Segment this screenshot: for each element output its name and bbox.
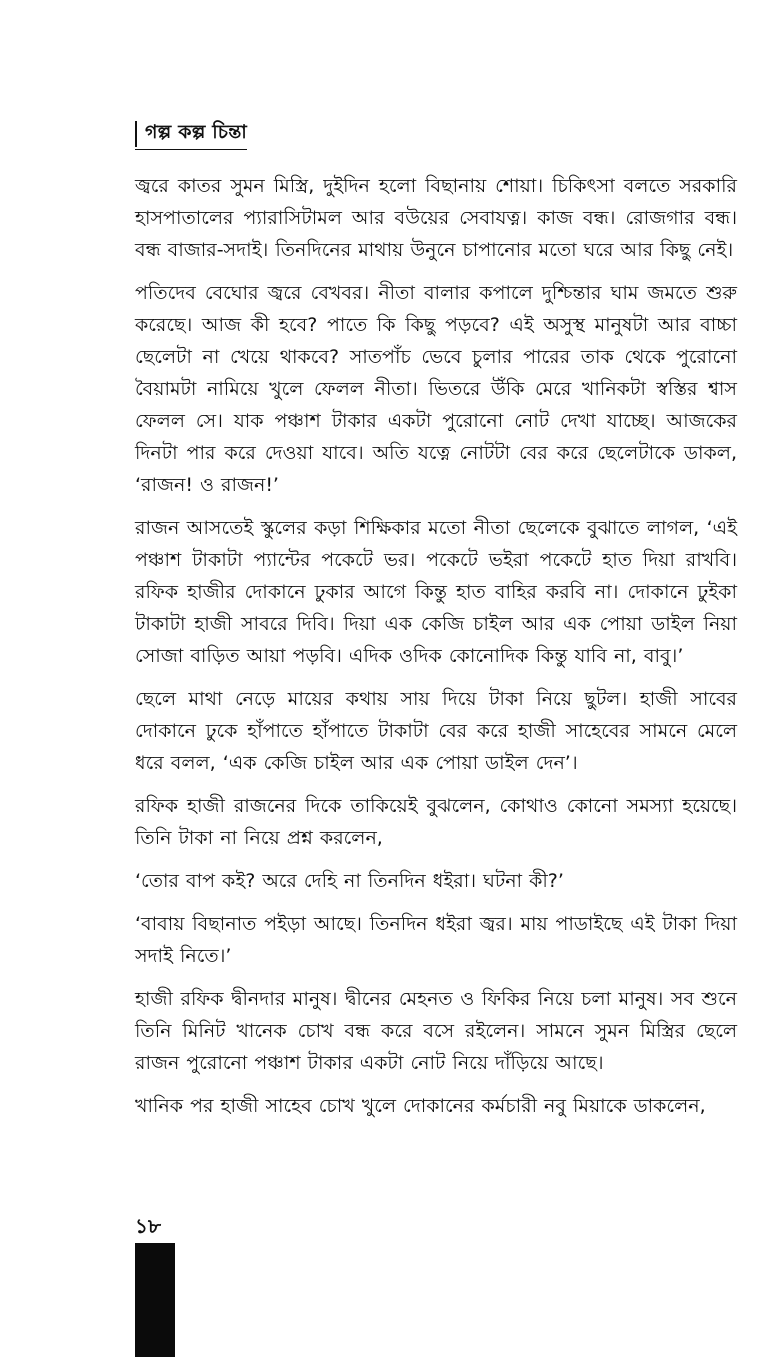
running-header — [135, 118, 247, 150]
page-number: ১৮ — [135, 1214, 161, 1238]
paragraph-4: ছেলে মাথা নেড়ে মায়ের কথায় সায় দিয়ে টাকা নিয়ে ছুটল। হাজী সাবের দোকানে ঢুকে হাঁপাতে হাঁপাতে টাকাটা বের করে হাজী সাহেবের সামনে মেলে ধরে বলল, ‘এক কেজি চাইল আর এক পোয়া ডাইল দেন’। — [135, 688, 737, 774]
header-underline — [135, 149, 247, 150]
paragraph-3: রাজন আসতেই স্কুলের কড়া শিক্ষিকার মতো নীতা ছেলেকে বুঝাতে লাগল, ‘এই পঞ্চাশ টাকাটা প্যান্টের পকেটে ভর। পকেটে ভইরা পকেটে হাত দিয়া রাখবি। রফিক হাজীর দোকানে ঢুকার আগে কিন্তু হাত বাহির করবি না। দোকানে ঢুইকা টাকাটা হাজী সাবরে দিবি। দিয়া এক কেজি চাইল আর এক পোয়া ডাইল নিয়া সোজা বাড়িত আয়া পড়বি। এদিক ওদিক কোনোদিক কিন্তু যাবি না, বাবু।’ — [135, 517, 737, 667]
book-title: গল্প কল্প চিন্তা — [145, 121, 247, 143]
paragraph-1: জ্বরে কাতর সুমন মিস্ত্রি, দুইদিন হলো বিছানায় শোয়া। চিকিৎসা বলতে সরকারি হাসপাতালের প্যারাসিটামল আর বউয়ের সেবাযত্ন। কাজ বন্ধ। রোজগার বন্ধ। বন্ধ বাজার-সদাই। তিনদিনের মাথায় উনুনে চাপানোর মতো ঘরে আর কিছু নেই। — [135, 175, 737, 261]
paragraph-5: রফিক হাজী রাজনের দিকে তাকিয়েই বুঝলেন, কোথাও কোনো সমস্যা হয়েছে। তিনি টাকা না নিয়ে প্রশ্ন করলেন, — [135, 795, 737, 849]
paragraph-6: ‘তোর বাপ কই? অরে দেহি না তিনদিন ধইরা। ঘটনা কী?’ — [135, 870, 564, 892]
page-body — [135, 170, 737, 1133]
header-left-rule — [135, 121, 137, 147]
paragraph-2: পতিদেব বেঘোর জ্বরে বেখবর। নীতা বালার কপালে দুশ্চিন্তার ঘাম জমতে শুরু করেছে। আজ কী হবে? পাতে কি কিছু পড়বে? এই অসুস্থ মানুষটা আর বাচ্চা ছেলেটা না খেয়ে থাকবে? সাতপাঁচ ভেবে চুলার পারের তাক থেকে পুরোনো বৈয়ামটা নামিয়ে খুলে ফেলল নীতা। ভিতরে উঁকি মেরে খানিকটা স্বস্তির শ্বাস ফেলল সে। যাক পঞ্চাশ টাকার একটা পুরোনো নোট দেখা যাচ্ছে। আজকের দিনটা পার করে দেওয়া যাবে। অতি যত্নে নোটটা বের করে ছেলেটাকে ডাকল, ‘রাজন! ও রাজন!’ — [135, 282, 737, 496]
paragraph-7: ‘বাবায় বিছানাত পইড়া আছে। তিনদিন ধইরা জ্বর। মায় পাডাইছে এই টাকা দিয়া সদাই নিতে।’ — [135, 913, 737, 967]
page-edge-tab — [135, 1243, 175, 1357]
paragraph-9: খানিক পর হাজী সাহেব চোখ খুলে দোকানের কর্মচারী নবু মিয়াকে ডাকলেন, — [135, 1095, 706, 1117]
paragraph-8: হাজী রফিক দ্বীনদার মানুষ। দ্বীনের মেহনত ও ফিকির নিয়ে চলা মানুষ। সব শুনে তিনি মিনিট খানেক চোখ বন্ধ করে বসে রইলেন। সামনে সুমন মিস্ত্রির ছেলে রাজন পুরোনো পঞ্চাশ টাকার একটা নোট নিয়ে দাঁড়িয়ে আছে। — [135, 988, 737, 1074]
